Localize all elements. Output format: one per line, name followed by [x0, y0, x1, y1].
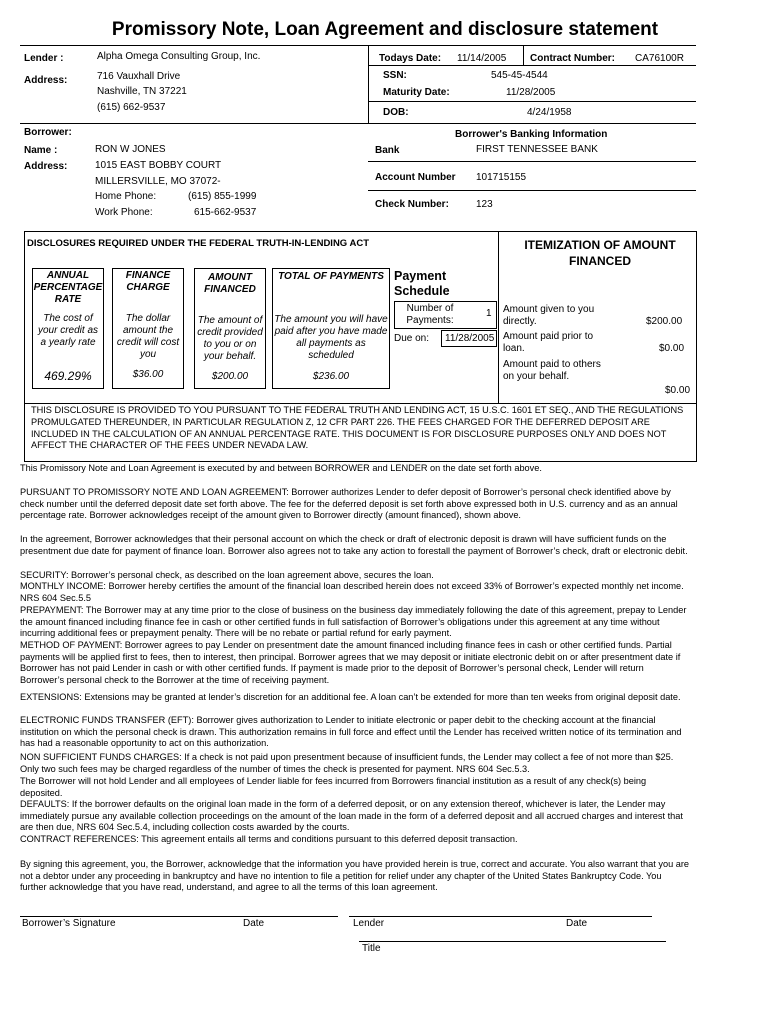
- borrower-name: RON W JONES: [95, 144, 166, 155]
- total-payments-desc: The amount you will have paid after you have made all payments as scheduled: [274, 314, 388, 361]
- lender-label: Lender :: [24, 53, 64, 64]
- maturity-rule: [368, 101, 696, 102]
- lender-address-line2: Nashville, TN 37221: [97, 86, 187, 97]
- check-label: Check Number:: [375, 199, 449, 210]
- due-on-date: 11/28/2005: [445, 333, 495, 344]
- lender-signature-label: Lender: [353, 918, 385, 929]
- contract-references-paragraph: CONTRACT REFERENCES: This agreement entails all terms and conditions pursuant to this deferred deposit transaction.: [20, 834, 518, 844]
- lender-name: Alpha Omega Consulting Group, Inc.: [97, 51, 261, 62]
- amount-others-label: Amount paid to others on your behalf.: [503, 359, 601, 382]
- lender-signature-line: [349, 916, 652, 917]
- intro-paragraph: This Promissory Note and Loan Agreement is executed by and between BORROWER and LENDER on the date set forth above.: [20, 463, 542, 473]
- finance-charge-header: FINANCE CHARGE: [125, 270, 171, 293]
- ssn: 545-45-4544: [491, 70, 548, 81]
- borrower-name-label: Name :: [24, 145, 58, 156]
- borrower-address-line1: 1015 EAST BOBBY COURT: [95, 160, 222, 171]
- contract-number: CA76100R: [635, 53, 684, 64]
- ssn-label: SSN:: [383, 70, 407, 81]
- borrower-address-label: Address:: [24, 161, 68, 172]
- payment-schedule-heading: Payment Schedule: [394, 269, 450, 298]
- number-of-payments: 1: [486, 308, 492, 319]
- borrower-address-line2: MILLERSVILLE, MO 37072-: [95, 176, 221, 187]
- amount-financed-header: AMOUNT FINANCED: [204, 272, 256, 295]
- total-payments-header: TOTAL OF PAYMENTS: [278, 271, 384, 282]
- title-label: Title: [362, 943, 381, 954]
- work-phone-label: Work Phone:: [95, 207, 153, 218]
- account-rule: [368, 190, 696, 191]
- total-payments-value: $236.00: [312, 371, 350, 382]
- due-on-label: Due on:: [394, 333, 430, 344]
- amount-financed-desc: The amount of credit provided to you or on your behalf.: [197, 315, 263, 362]
- borrower-section-label: Borrower:: [24, 127, 72, 138]
- page-title: Promissory Note, Loan Agreement and disclosure statement: [111, 19, 659, 40]
- pursuant-paragraph: PURSUANT TO PROMISSORY NOTE AND LOAN AGREEMENT: Borrower authorizes Lender to defer deposit of Borrower’s personal check identified above by check number until the deferred deposit date set forth above. The fee for the deferred deposit is set forth above expressed both in U.S. currency and as an annual percentage rate. Borrower acknowledges receipt of the amount given to Borrower directly (amount financed), shown above.: [20, 487, 678, 521]
- todays-date-label: Todays Date:: [379, 53, 442, 64]
- notice-rule: [24, 403, 697, 404]
- work-phone: 615-662-9537: [194, 207, 257, 218]
- section-rule-1: [20, 123, 696, 124]
- amount-given: $200.00: [646, 316, 683, 327]
- itemization-heading: ITEMIZATION OF AMOUNT FINANCED: [524, 238, 676, 268]
- contract-divider: [523, 45, 524, 65]
- contract-number-label: Contract Number:: [530, 53, 616, 64]
- eft-paragraph: ELECTRONIC FUNDS TRANSFER (EFT): Borrower gives authorization to Lender to initiate electronic or paper debit to the checking account at the financial institution on which the personal check is drawn. This authorization remains in full force and effect until the Lender has received written notice of its termination and has had a reasonable opportunity to act on this authorization.: [20, 715, 682, 749]
- dob-label: DOB:: [383, 107, 409, 118]
- account-number: 101715155: [476, 172, 527, 183]
- security-paragraph: SECURITY: Borrower’s personal check, as described on the loan agreement above, secures the loan.: [20, 570, 434, 580]
- finance-charge-desc: The dollar amount the credit will cost you: [116, 313, 180, 360]
- tila-notice: THIS DISCLOSURE IS PROVIDED TO YOU PURSUANT TO THE FEDERAL TRUTH AND LENDING ACT, 15 U.S.C. 1601 ET SEQ., AND THE REGULATIONS PROMULGATED THEREUNDER, IN PARTICULAR REGULATION Z, 12 CFR PART 226. THE FEES CHARGED FOR THE DEFERRED DEPOSIT ARE INCLUDED IN THE CALCULATION OF AN ANNUAL PERCENTAGE RATE. THIS DOCUMENT IS FOR DISCLOSURE PURPOSES ONLY AND DOES NOT AFFECT THE CHARACTER OF THE FEES UNDER NEVADA LAW.: [31, 405, 684, 451]
- nsf-paragraph: NON SUFFICIENT FUNDS CHARGES: If a check is not paid upon presentment because of insufficient funds, the Lender may collect a fee of not more than $25. Only two such fees may be charged regardless of the number of times the check is presented for payment. NRS 604 Sec.5.3.: [20, 752, 674, 774]
- lender-address-line1: 716 Vauxhall Drive: [97, 71, 181, 82]
- disclosure-heading: DISCLOSURES REQUIRED UNDER THE FEDERAL TRUTH-IN-LENDING ACT: [27, 238, 370, 249]
- loan-info-divider: [368, 45, 369, 123]
- finance-charge-value: $36.00: [132, 369, 164, 380]
- extensions-paragraph: EXTENSIONS: Extensions may be granted at lender’s discretion for an additional fee. A loan can’t be extended for more than ten weeks from original deposit date.: [20, 692, 681, 702]
- liability-paragraph: The Borrower will not hold Lender and all employees of Lender liable for fees incurred from Borrowers financial institution as a result of any check(s) being deposited.: [20, 776, 647, 798]
- account-label: Account Number: [375, 172, 456, 183]
- maturity-date-label: Maturity Date:: [383, 87, 450, 98]
- amount-prior-label: Amount paid prior to loan.: [503, 331, 594, 354]
- method-of-payment-paragraph: METHOD OF PAYMENT: Borrower agrees to pay Lender on presentment date the amount financed including finance fees in cash or other certified funds. Partial payments will be applied first to fees, then to interest, then principal. Borrower agrees that we may deposit or initiate electronic debit on or after presentment date if Borrower has not paid Lender in cash or with other certified funds. If payment is made prior to the deposit of Borrower’s personal check, Lender will return Borrower’s personal check to the Borrower at the time of receiving payment.: [20, 640, 681, 686]
- apr-header: ANNUAL PERCENTAGE RATE: [33, 270, 103, 305]
- contract-rule: [368, 65, 696, 66]
- banking-heading: Borrower's Banking Information: [455, 129, 608, 140]
- lender-phone: (615) 662-9537: [97, 102, 166, 113]
- title-line: [359, 941, 666, 942]
- borrower-signature-label: Borrower’s Signature: [22, 918, 116, 929]
- bank-label: Bank: [375, 145, 400, 156]
- home-phone-label: Home Phone:: [95, 191, 157, 202]
- lender-address-label: Address:: [24, 75, 68, 86]
- bank-name: FIRST TENNESSEE BANK: [476, 144, 598, 155]
- check-number: 123: [476, 199, 493, 210]
- borrower-signature-line: [20, 916, 338, 917]
- amount-prior: $0.00: [659, 343, 685, 354]
- lender-date-label: Date: [566, 918, 588, 929]
- number-of-payments-label: Number of Payments:: [406, 303, 454, 326]
- dob: 4/24/1958: [527, 107, 572, 118]
- defaults-paragraph: DEFAULTS: If the borrower defaults on the original loan made in the form of a deferred deposit, or on any extension thereof, whichever is later, the Lender may immediately pursue any available collection proceedings on the amount of the loan made in the form of a deferred deposit and all accrued charges and interest that are then due, NRS 604 Sec.5.4, including collection costs awarded by the courts.: [20, 799, 683, 833]
- home-phone: (615) 855-1999: [188, 191, 257, 202]
- bank-rule: [368, 161, 696, 162]
- monthly-income-paragraph: MONTHLY INCOME: Borrower hereby certifies the amount of the financial loan described herein does not exceed 33% of Borrower’s expected monthly net income. NRS 604 Sec.5.5: [20, 581, 684, 603]
- apr-desc: The cost of your credit as a yearly rate: [37, 313, 99, 348]
- itemization-divider: [498, 231, 499, 403]
- amount-others: $0.00: [665, 385, 691, 396]
- apr-value: 469.29%: [44, 369, 92, 383]
- prepayment-paragraph: PREPAYMENT: The Borrower may at any time prior to the close of business on the business day immediately following the date of this agreement, prepay to Lender the amount financed including finance fee in cash or other certified funds in full satisfaction of Borrower’s obligations under this agreement at any time without incurring additional fees or prepayment penalty. There will be no rebate or partial refund for early payment.: [20, 605, 687, 639]
- borrower-date-label: Date: [243, 918, 265, 929]
- maturity-date: 11/28/2005: [506, 87, 556, 98]
- header-rule: [20, 45, 696, 46]
- acknowledgement-paragraph: By signing this agreement, you, the Borrower, acknowledge that the information you have provided herein is true, correct and accurate. You also warrant that you are not a debtor under any proceeding in bankruptcy and have no intention to file a petition for relief under any chapter of the United States Bankruptcy Code. You further acknowledge that you have read, understand, and agree to all the terms of this loan agreement.: [20, 859, 690, 893]
- amount-financed-value: $200.00: [211, 371, 249, 382]
- todays-date: 11/14/2005: [457, 53, 507, 64]
- amount-given-label: Amount given to you directly.: [503, 304, 595, 327]
- agreement-paragraph: In the agreement, Borrower acknowledges that their personal account on which the check or draft of electronic deposit is drawn will have sufficient funds on the presentment due date for payment of finance loan. Borrower also agrees not to take any action to forestall the payment of Borrower’s check, draft or electronic debit.: [20, 534, 688, 556]
